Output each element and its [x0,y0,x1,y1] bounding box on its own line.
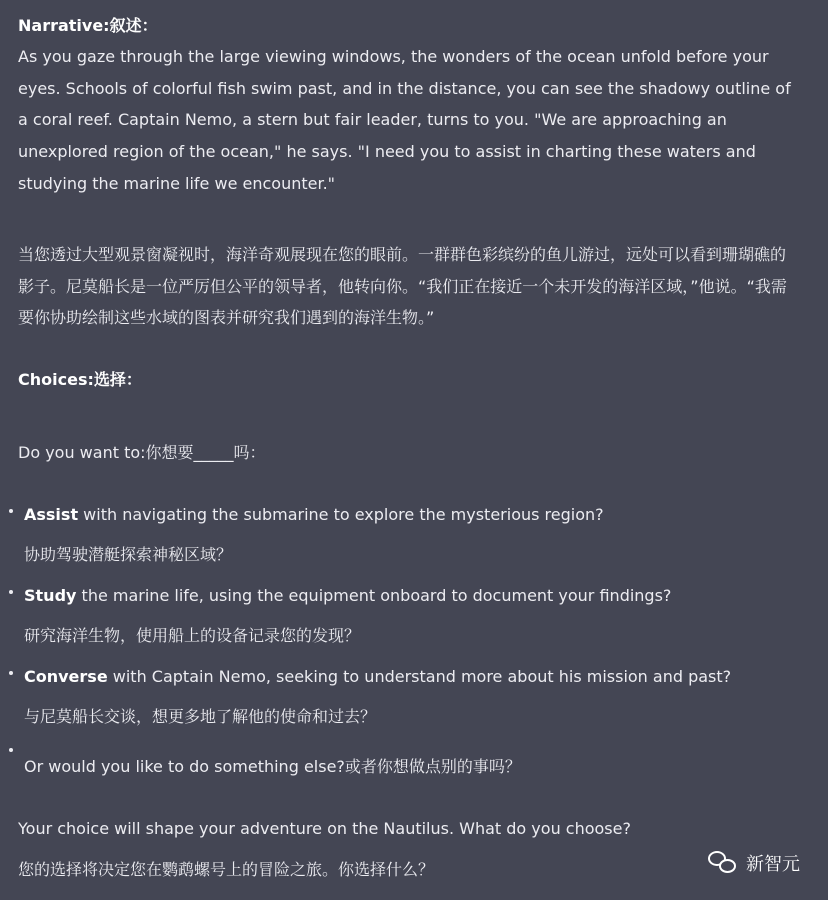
watermark [708,850,800,876]
wechat-icon [708,851,738,875]
choices-heading: Choices:选择： [18,370,142,389]
narrative-english: As you gaze through the large viewing windows, the wonders of the ocean unfold before your eyes. Schools of colorful fish swim past, and in the distance, you can see the shadowy outline of a coral reef. Captain Nemo, a stern but fair leader, turns to you. "We are approaching an unexplored region of the ocean," he says. "I need you to assist in charting these waters and studying the marine life we encounter." [18,47,791,193]
choice-keyword: Assist [24,505,79,524]
choice-item-assist-zh: 协助驾驶潜艇探索神秘区域？ [24,545,233,564]
choice-text: with navigating the submarine to explore the mysterious region? [78,505,604,524]
closing-english: Your choice will shape your adventure on the Nautilus. What do you choose? [18,819,631,838]
choice-item-study [24,585,671,607]
narrative-heading: Narrative:叙述： [18,16,158,35]
choice-item-study-zh: 研究海洋生物，使用船上的设备记录您的发现？ [24,626,361,645]
choices-prompt: Do you want to:你想要_____吗： [18,443,266,462]
closing-chinese: 您的选择将决定您在鹦鹉螺号上的冒险之旅。你选择什么？ [18,860,435,879]
choice-text: with Captain Nemo, seeking to understand more about his mission and past? [107,667,732,686]
choice-item-converse-zh: 与尼莫船长交谈，想更多地了解他的使命和过去？ [24,707,377,726]
bullet-dot [9,509,13,513]
choice-keyword: Study [24,586,77,605]
choice-item-converse [24,666,731,688]
bullet-dot [9,671,13,675]
choice-keyword: Converse [24,667,108,686]
choice-item-else: Or would you like to do something else?或者你想做点别的事吗？ [24,757,521,776]
choice-item-assist [24,504,604,526]
choice-text: the marine life, using the equipment onboard to document your findings? [76,586,672,605]
bullet-dot [9,748,13,752]
watermark-label: 新智元 [746,854,800,875]
bullet-dot [9,590,13,594]
narrative-chinese: 当您透过大型观景窗凝视时，海洋奇观展现在您的眼前。一群群色彩缤纷的鱼儿游过，远处可以看到珊瑚礁的影子。尼莫船长是一位严厉但公平的领导者，他转向你。“我们正在接近一个未开发的海洋区域，”他说。“我需要你协助绘制这些水域的图表并研究我们遇到的海洋生物。” [18,245,787,327]
